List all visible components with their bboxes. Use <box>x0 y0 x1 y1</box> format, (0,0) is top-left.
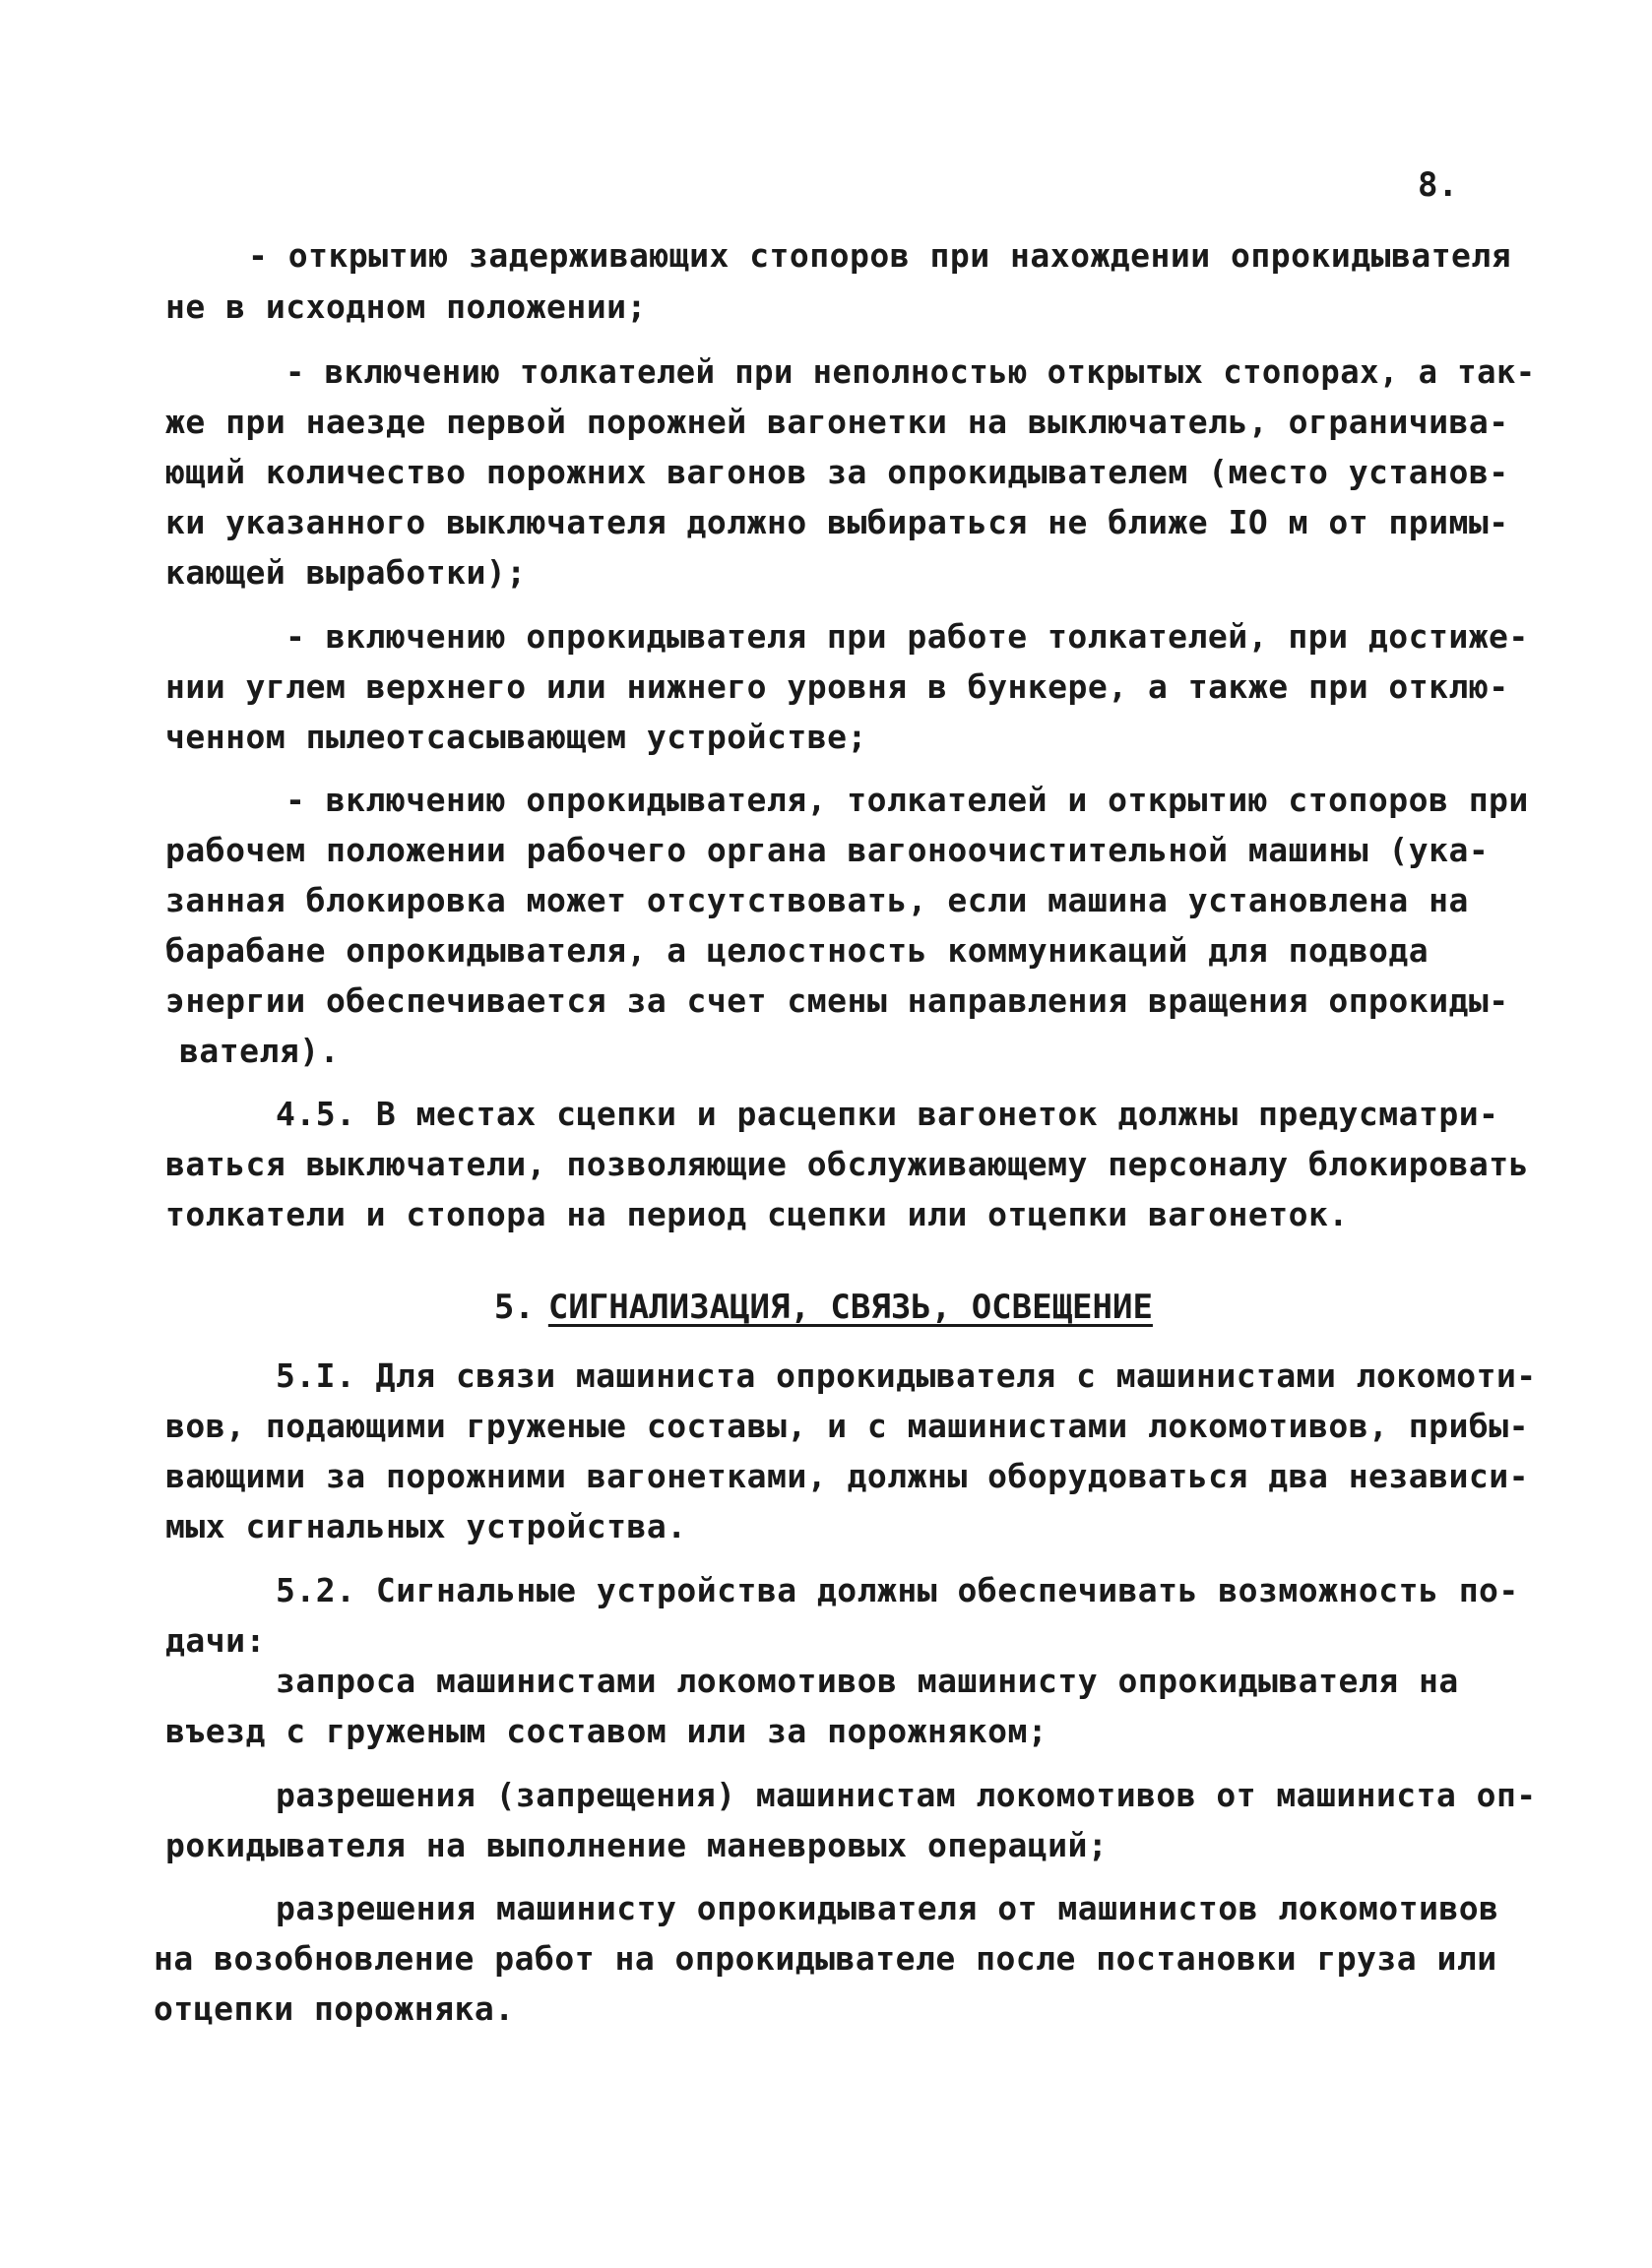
text-line: толкатели и стопора на период сцепки или отцепки вагонеток. <box>165 1195 1349 1233</box>
text-line: дачи: <box>165 1621 266 1660</box>
text-line: нии углем верхнего или нижнего уровня в бункере, а также при отклю- <box>165 667 1509 706</box>
text-line: въезд с груженым составом или за порожняком; <box>165 1712 1048 1750</box>
text-line: 4.5. В местах сцепки и расцепки вагонеток должны предусматри- <box>276 1095 1499 1133</box>
text-line: кающей выработки); <box>165 553 527 592</box>
text-line: рокидывателя на выполнение маневровых операций; <box>165 1826 1109 1864</box>
text-line: ющий количество порожних вагонов за опрокидывателем (место установ- <box>165 453 1509 491</box>
text-line: ки указанного выключателя должно выбираться не ближе IO м от примы- <box>165 503 1509 541</box>
text-line: запроса машинистами локомотивов машинисту опрокидывателя на <box>276 1662 1459 1700</box>
text-line: занная блокировка может отсутствовать, если машина установлена на <box>165 881 1469 919</box>
text-line: - включению толкателей при неполностью открытых стопорах, а так- <box>286 352 1536 391</box>
text-line: энергии обеспечивается за счет смены направления вращения опрокиды- <box>165 981 1509 1020</box>
text-line: барабане опрокидывателя, а целостность коммуникаций для подвода <box>165 931 1430 970</box>
text-line: отцепки порожняка. <box>154 1989 515 2028</box>
page-number: 8. <box>1418 165 1458 205</box>
text-line: - открытию задерживающих стопоров при нахождении опрокидывателя <box>248 236 1512 275</box>
text-line: разрешения (запрещения) машинистам локомотивов от машиниста оп- <box>276 1776 1537 1814</box>
text-line: рабочем положении рабочего органа вагоноочистительной машины (ука- <box>165 831 1490 869</box>
text-line: вающими за порожними вагонетками, должны оборудоваться два независи- <box>165 1457 1530 1495</box>
text-line: не в исходном положении; <box>165 287 647 326</box>
text-line: 5.2. Сигнальные устройства должны обеспечивать возможность по- <box>276 1571 1519 1609</box>
text-line: разрешения машинисту опрокидывателя от машинистов локомотивов <box>276 1889 1499 1927</box>
text-line: на возобновление работ на опрокидывателе после постановки груза или <box>154 1939 1497 1978</box>
text-line: 5.I. Для связи машиниста опрокидывателя с машинистами локомоти- <box>276 1356 1537 1395</box>
text-line: вов, подающими груженые составы, и с машинистами локомотивов, прибы- <box>165 1407 1530 1445</box>
section-title: СИГНАЛИЗАЦИЯ, СВЯЗЬ, ОСВЕЩЕНИЕ <box>547 1288 1153 1327</box>
text-line: - включению опрокидывателя при работе толкателей, при достиже- <box>286 617 1529 656</box>
text-line: - включению опрокидывателя, толкателей и открытию стопоров при <box>286 781 1529 819</box>
text-line: вателя). <box>179 1032 340 1070</box>
text-line: мых сигнальных устройства. <box>165 1507 687 1545</box>
text-line: ченном пылеотсасывающем устройстве; <box>165 718 867 756</box>
section-heading <box>413 1248 1153 1366</box>
section-number: 5. <box>493 1288 535 1327</box>
text-line: ваться выключатели, позволяющие обслуживающему персоналу блокировать <box>165 1145 1530 1183</box>
text-line: же при наезде первой порожней вагонетки на выключатель, ограничива- <box>165 403 1509 441</box>
